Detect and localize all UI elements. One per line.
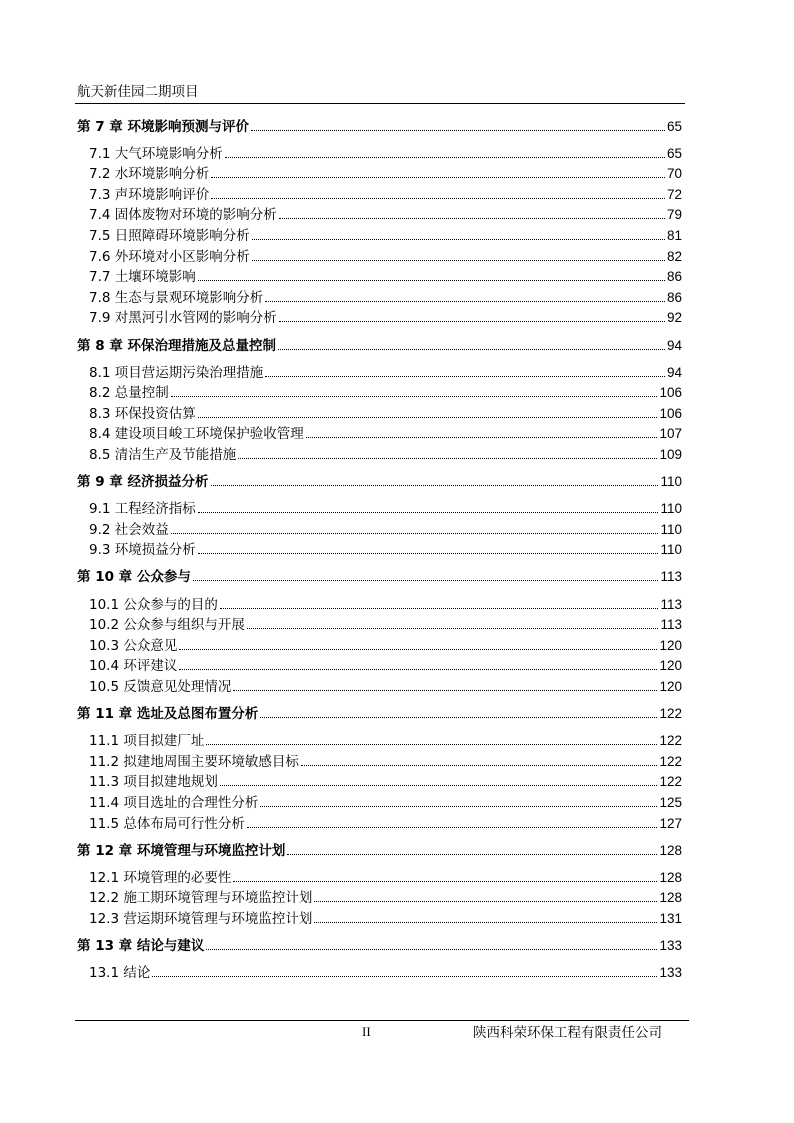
toc-dot-leader bbox=[279, 218, 665, 219]
toc-entry-title: 9.3 环境损益分析 bbox=[89, 542, 196, 559]
toc-section-entry[interactable] bbox=[77, 285, 682, 306]
toc-entry-page: 81 bbox=[666, 228, 682, 244]
toc-section-entry[interactable] bbox=[77, 401, 682, 422]
toc-dot-leader bbox=[198, 280, 665, 281]
toc-dot-leader bbox=[179, 649, 657, 650]
toc-entry-title: 8.4 建设项目峻工环境保护验收管理 bbox=[89, 426, 304, 443]
toc-entry-title: 11.4 项目选址的合理性分析 bbox=[89, 794, 259, 811]
toc-dot-leader bbox=[206, 744, 657, 745]
toc-entry-title: 11.1 项目拟建厂址 bbox=[89, 733, 205, 750]
toc-entry-title: 7.5 日照障碍环境影响分析 bbox=[89, 228, 250, 245]
toc-dot-leader bbox=[171, 533, 659, 534]
toc-entry-page: 110 bbox=[660, 542, 682, 558]
toc-section-entry[interactable] bbox=[77, 381, 682, 402]
toc-section-entry[interactable] bbox=[77, 960, 682, 981]
toc-section-entry[interactable] bbox=[77, 203, 682, 224]
toc-dot-leader bbox=[247, 628, 659, 629]
toc-dot-leader bbox=[238, 458, 657, 459]
toc-dot-leader bbox=[198, 417, 658, 418]
toc-section-entry[interactable] bbox=[77, 442, 682, 463]
toc-entry-title: 12.2 施工期环境管理与环境监控计划 bbox=[89, 890, 313, 907]
toc-section-entry[interactable] bbox=[77, 674, 682, 695]
toc-dot-leader bbox=[252, 260, 665, 261]
toc-entry-title: 10.3 公众意见 bbox=[89, 637, 178, 654]
toc-entry-page: 113 bbox=[660, 569, 682, 585]
toc-dot-leader bbox=[314, 901, 657, 902]
toc-entry-page: 65 bbox=[666, 118, 682, 134]
toc-entry-page: 122 bbox=[659, 774, 682, 790]
toc-entry-page: 107 bbox=[659, 426, 682, 442]
toc-entry-page: 120 bbox=[659, 658, 682, 674]
toc-section-entry[interactable] bbox=[77, 497, 682, 518]
toc-entry-page: 110 bbox=[660, 521, 682, 537]
toc-entry-page: 125 bbox=[659, 794, 682, 810]
toc-dot-leader bbox=[211, 485, 659, 486]
toc-dot-leader bbox=[314, 922, 657, 923]
toc-entry-title: 第 12 章 环境管理与环境监控计划 bbox=[77, 842, 286, 859]
toc-entry-title: 7.8 生态与景观环境影响分析 bbox=[89, 289, 264, 306]
toc-dot-leader bbox=[265, 301, 665, 302]
toc-dot-leader bbox=[233, 881, 657, 882]
toc-section-entry[interactable] bbox=[77, 865, 682, 886]
toc-dot-leader bbox=[252, 239, 665, 240]
toc-entry-title: 7.4 固体废物对环境的影响分析 bbox=[89, 207, 277, 224]
toc-entry-page: 94 bbox=[666, 337, 682, 353]
toc-dot-leader bbox=[206, 949, 657, 950]
toc-entry-title: 11.5 总体布局可行性分析 bbox=[89, 815, 245, 832]
toc-section-entry[interactable] bbox=[77, 162, 682, 183]
toc-entry-title: 7.9 对黑河引水管网的影响分析 bbox=[89, 310, 277, 327]
toc-entry-title: 第 9 章 经济损益分析 bbox=[77, 474, 209, 491]
toc-section-entry[interactable] bbox=[77, 306, 682, 327]
toc-section-entry[interactable] bbox=[77, 613, 682, 634]
toc-section-entry[interactable] bbox=[77, 517, 682, 538]
toc-entry-title: 第 7 章 环境影响预测与评价 bbox=[77, 118, 249, 135]
toc-entry-page: 65 bbox=[666, 145, 682, 161]
toc-dot-leader bbox=[198, 553, 659, 554]
toc-entry-title: 8.3 环保投资估算 bbox=[89, 405, 196, 422]
toc-entry-title: 第 10 章 公众参与 bbox=[77, 569, 191, 586]
toc-section-entry[interactable] bbox=[77, 633, 682, 654]
toc-section-entry[interactable] bbox=[77, 790, 682, 811]
toc-entry-title: 13.1 结论 bbox=[89, 965, 151, 982]
toc-chapter-entry[interactable] bbox=[77, 470, 682, 491]
toc-dot-leader bbox=[301, 765, 658, 766]
footer-company-name: 陕西科荣环保工程有限责任公司 bbox=[473, 1025, 662, 1041]
toc-entry-page: 86 bbox=[666, 269, 682, 285]
toc-section-entry[interactable] bbox=[77, 182, 682, 203]
page-header-title: 航天新佳园二期项目 bbox=[77, 84, 199, 100]
toc-dot-leader bbox=[198, 512, 659, 513]
toc-entry-page: 122 bbox=[659, 706, 682, 722]
toc-dot-leader bbox=[233, 690, 657, 691]
toc-section-entry[interactable] bbox=[77, 141, 682, 162]
toc-entry-page: 72 bbox=[666, 186, 682, 202]
toc-entry-page: 106 bbox=[659, 385, 682, 401]
toc-section-entry[interactable] bbox=[77, 265, 682, 286]
toc-section-entry[interactable] bbox=[77, 770, 682, 791]
toc-section-entry[interactable] bbox=[77, 654, 682, 675]
toc-entry-page: 120 bbox=[659, 678, 682, 694]
toc-section-entry[interactable] bbox=[77, 811, 682, 832]
toc-section-entry[interactable] bbox=[77, 244, 682, 265]
toc-entry-title: 8.1 项目营运期污染治理措施 bbox=[89, 364, 264, 381]
toc-entry-title: 10.1 公众参与的目的 bbox=[89, 596, 218, 613]
toc-entry-title: 10.5 反馈意见处理情况 bbox=[89, 678, 232, 695]
toc-dot-leader bbox=[152, 976, 657, 977]
toc-entry-page: 86 bbox=[666, 289, 682, 305]
toc-dot-leader bbox=[279, 321, 665, 322]
toc-entry-page: 122 bbox=[659, 733, 682, 749]
toc-dot-leader bbox=[211, 198, 665, 199]
toc-section-entry[interactable] bbox=[77, 592, 682, 613]
toc-entry-title: 7.6 外环境对小区影响分析 bbox=[89, 248, 250, 265]
toc-entry-title: 7.2 水环境影响分析 bbox=[89, 166, 210, 183]
toc-dot-leader bbox=[220, 608, 659, 609]
footer-page-number: II bbox=[362, 1024, 371, 1039]
toc-entry-title: 第 11 章 选址及总图布置分析 bbox=[77, 706, 259, 723]
toc-chapter-entry[interactable] bbox=[77, 838, 682, 859]
toc-dot-leader bbox=[306, 437, 658, 438]
toc-entry-title: 11.2 拟建地周围主要环境敏感目标 bbox=[89, 753, 299, 770]
toc-entry-page: 127 bbox=[659, 815, 682, 831]
toc-entry-page: 113 bbox=[660, 617, 682, 633]
toc-entry-title: 7.3 声环境影响评价 bbox=[89, 186, 210, 203]
toc-entry-page: 110 bbox=[660, 501, 682, 517]
toc-section-entry[interactable] bbox=[77, 729, 682, 750]
toc-entry-page: 110 bbox=[660, 474, 682, 490]
toc-entry-page: 128 bbox=[659, 869, 682, 885]
toc-chapter-entry[interactable] bbox=[77, 333, 682, 354]
toc-entry-title: 7.1 大气环境影响分析 bbox=[89, 145, 223, 162]
toc-entry-page: 122 bbox=[659, 753, 682, 769]
toc-entry-page: 120 bbox=[659, 637, 682, 653]
toc-dot-leader bbox=[247, 827, 658, 828]
toc-entry-title: 11.3 项目拟建地规划 bbox=[89, 774, 218, 791]
toc-entry-page: 128 bbox=[659, 890, 682, 906]
toc-chapter-entry[interactable] bbox=[77, 114, 682, 135]
toc-entry-title: 9.1 工程经济指标 bbox=[89, 501, 196, 518]
toc-entry-title: 10.2 公众参与组织与开展 bbox=[89, 617, 245, 634]
toc-entry-page: 113 bbox=[660, 596, 682, 612]
toc-chapter-entry[interactable] bbox=[77, 933, 682, 954]
toc-dot-leader bbox=[260, 717, 657, 718]
toc-dot-leader bbox=[220, 785, 658, 786]
toc-dot-leader bbox=[251, 130, 665, 131]
toc-entry-page: 82 bbox=[666, 248, 682, 264]
toc-entry-title: 10.4 环评建议 bbox=[89, 658, 178, 675]
toc-section-entry[interactable] bbox=[77, 886, 682, 907]
toc-entry-title: 第 8 章 环保治理措施及总量控制 bbox=[77, 337, 276, 354]
toc-dot-leader bbox=[225, 157, 665, 158]
toc-section-entry[interactable] bbox=[77, 906, 682, 927]
toc-entry-title: 7.7 土壤环境影响 bbox=[89, 269, 196, 286]
toc-dot-leader bbox=[265, 376, 665, 377]
toc-entry-page: 106 bbox=[659, 405, 682, 421]
toc-entry-page: 128 bbox=[659, 842, 682, 858]
toc-entry-page: 131 bbox=[659, 910, 682, 926]
toc-entry-title: 8.5 清洁生产及节能措施 bbox=[89, 447, 237, 463]
toc-section-entry[interactable] bbox=[77, 422, 682, 443]
toc-entry-title: 9.2 社会效益 bbox=[89, 521, 169, 538]
toc-section-entry[interactable] bbox=[77, 223, 682, 244]
toc-chapter-entry[interactable] bbox=[77, 701, 682, 722]
toc-entry-page: 133 bbox=[659, 937, 682, 953]
toc-entry-page: 94 bbox=[666, 364, 682, 380]
toc-entry-title: 12.3 营运期环境管理与环境监控计划 bbox=[89, 910, 313, 927]
toc-chapter-entry[interactable] bbox=[77, 565, 682, 586]
toc-section-entry[interactable] bbox=[77, 538, 682, 559]
table-of-contents bbox=[77, 114, 682, 981]
toc-dot-leader bbox=[287, 854, 657, 855]
toc-entry-title: 12.1 环境管理的必要性 bbox=[89, 869, 232, 886]
toc-entry-page: 133 bbox=[659, 965, 682, 981]
toc-dot-leader bbox=[179, 669, 657, 670]
toc-section-entry[interactable] bbox=[77, 360, 682, 381]
toc-entry-page: 92 bbox=[666, 310, 682, 326]
toc-entry-title: 8.2 总量控制 bbox=[89, 385, 169, 402]
toc-entry-title: 第 13 章 结论与建议 bbox=[77, 937, 205, 954]
toc-dot-leader bbox=[171, 396, 658, 397]
toc-entry-page: 79 bbox=[666, 207, 682, 223]
toc-dot-leader bbox=[193, 580, 659, 581]
toc-dot-leader bbox=[211, 177, 665, 178]
toc-dot-leader bbox=[278, 349, 665, 350]
toc-entry-page: 70 bbox=[666, 166, 682, 182]
header-rule bbox=[75, 103, 685, 104]
toc-entry-page: 109 bbox=[659, 447, 682, 462]
toc-section-entry[interactable] bbox=[77, 749, 682, 770]
toc-dot-leader bbox=[260, 806, 657, 807]
